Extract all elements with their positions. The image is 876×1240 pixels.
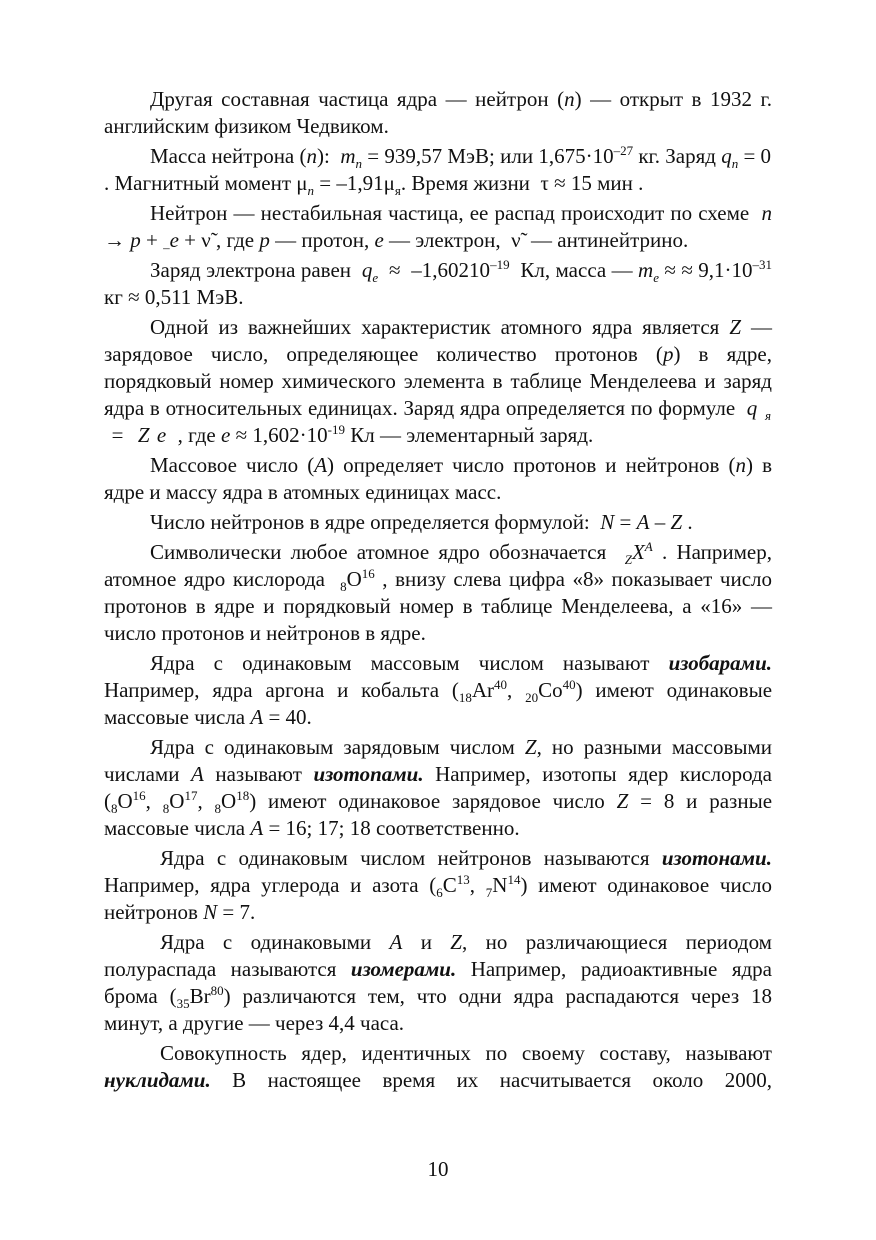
paragraph-neutron-count: Число нейтронов в ядре определяется формулой: N = A – Z .: [150, 510, 693, 534]
paragraph-electron-charge: Заряд электрона равен $q_e \approx -1,60210^{-19}$ Кл, масса — $m_e$ ≈ ≈ $9,1\cdot 10^{-31}$ кг ≈ 0,511 МэВ.: [104, 257, 773, 309]
term-isotopes: изотопами.: [313, 762, 424, 786]
paragraph-charge-number: Одной из важнейших характеристик атомного ядра является Z — зарядовое число, определяющее количество протонов (p) в ядре, порядковый номер химического элемента в таблице Менделеева и заряд ядра в относительных единицах. Заряд ядра определяется по формуле q $_я$ = Z e , где $e \approx 1,602\cdot 10^{-19}$ Кл — элементарный заряд.: [104, 315, 773, 447]
document-page: [104, 86, 772, 1097]
paragraph-isomers: Ядра с одинаковыми A и Z, но различающиеся периодом полураспада называются изомерами. Например, радиоактивные ядра брома $(_{35}Br^{80})$ различаются тем, что одни ядра распадаются через 18 минут, а другие — через 4,4 часа.: [104, 930, 772, 1035]
paragraph-neutron-mass: Масса нейтрона (n): $m_n = 939,57$ МэВ; или $1,675\cdot 10^{-27}$ кг. Заряд $q_n = 0$ . Магнитный момент $\mu_n = -1,91\mu_я$. Время жизни τ ≈ 15 мин .: [104, 143, 772, 199]
paragraph-nucleus-notation: Символически любое атомное ядро обозначается $_ZX^A$ . Например, атомное ядро кислорода $_8O^{16}$ , внизу слева цифра «8» показывает число протонов в ядре и порядковый номер в таблице Менделеева, а «16» — число протонов и нейтронов в ядре.: [104, 539, 772, 645]
paragraph-isobars: Ядра с одинаковым массовым числом называют изобарами. Например, ядра аргона и кобальта ($_{18}Ar^{40}$, $_{20}Co^{40}$) имеют одинаковые массовые числа A = 40.: [104, 651, 773, 729]
term-nuclides: нуклидами.: [104, 1068, 211, 1092]
term-isomers: изомерами.: [350, 957, 457, 981]
paragraph-isotopes: Ядра с одинаковым зарядовым числом Z, но разными массовыми числами A называют изотопами. Например, изотопы ядер кислорода ($_8O^{16}$, $_8O^{17}$, $_8O^{18}$) имеют одинаковое зарядовое число Z = 8 и разные массовые числа A = 16; 17; 18 соответственно.: [104, 735, 773, 840]
page-number: 10: [427, 1157, 449, 1181]
term-isotones: изотонами.: [661, 846, 772, 870]
paragraph-isotones: Ядра с одинаковым числом нейтронов называются изотонами. Например, ядра углерода и азота ($_6C^{13}$, $_7N^{14}$) имеют одинаковое число нейтронов N = 7.: [104, 846, 772, 924]
paragraph-nuclides: Совокупность ядер, идентичных по своему составу, называют нуклидами. В настоящее время их насчитывается около 2000,: [104, 1041, 772, 1092]
paragraph-mass-number: Массовое число (A) определяет число протонов и нейтронов (n) в ядре и массу ядра в атомных единицах масс.: [104, 453, 772, 504]
term-isobars: изобарами.: [668, 651, 772, 675]
paragraph-neutron-decay: Нейтрон — нестабильная частица, ее распад происходит по схеме n → p + $_-$e + ν̃ , где p — протон, e — электрон, ν̃ — антинейтрино.: [104, 201, 772, 256]
paragraph-neutron-discovery: Другая составная частица ядра — нейтрон (n) — открыт в 1932 г. английским физиком Чедвиком.: [104, 87, 772, 138]
